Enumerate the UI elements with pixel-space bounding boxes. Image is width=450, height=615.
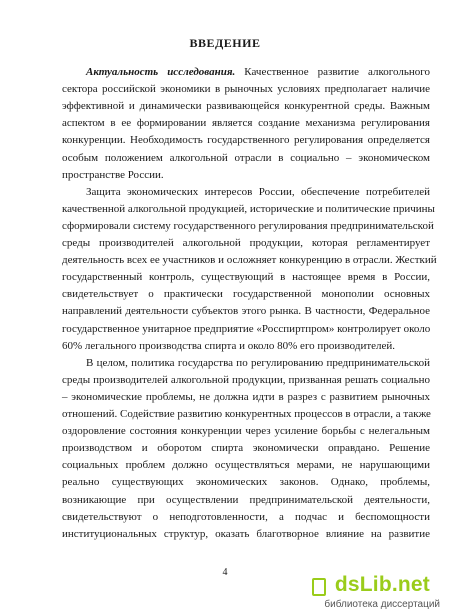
line-text: возникающие при осуществлении предпринимательской деятельности, <box>62 493 430 506</box>
line-text: 60% легального производства спирта и около 80% его производителей. <box>62 339 396 352</box>
text-line <box>62 408 430 421</box>
text-line <box>62 117 430 130</box>
text-line <box>62 152 430 165</box>
line-text: отношений. Содействие развитию конкурентных процессов в отрасли, а также <box>62 408 431 420</box>
line-text: производством и оборотом спирта экономически оправдано. Решение <box>62 442 430 455</box>
line-text: свидетельствуют о неподготовленности, а подчас и беспомощности <box>62 510 430 523</box>
line-text: качественной алкогольной продукцией, исторические и политические причины <box>62 202 435 215</box>
watermark-subtitle: библиотека диссертаций <box>324 599 440 610</box>
text-line <box>86 186 430 199</box>
text-line <box>62 459 430 472</box>
watermark <box>294 571 444 611</box>
text-line <box>62 169 164 182</box>
line-text: пространстве России. <box>62 168 164 181</box>
line-text: деятельность всех ее участников и осложняет конкуренцию в отрасли. Жесткий <box>62 254 437 267</box>
line-text: сектора российской экономики в рыночных условиях предполагает наличие <box>62 83 430 96</box>
text-line <box>62 323 430 336</box>
text-line <box>62 374 430 387</box>
line-text: среды производителей алкогольной продукции, которая регламентирует <box>62 237 430 249</box>
text-line <box>62 83 430 96</box>
book-icon <box>312 578 326 596</box>
line-text: институциональных структур, оказать благотворное влияние на развитие <box>62 527 430 540</box>
text-line <box>62 340 395 353</box>
text-line <box>62 494 430 507</box>
line-text: эффективной и динамически развивающейся конкурентной среды. Важным <box>62 100 430 113</box>
line-text: В целом, политика государства по регулированию предпринимательской <box>86 356 430 369</box>
text-line <box>62 305 430 318</box>
text-line <box>62 391 430 404</box>
line-text: особым положением алкогольной отрасли в социально – экономическом <box>62 151 430 164</box>
line-text: государственное унитарное предприятие «Росспиртпром» контролирует около <box>62 322 431 335</box>
text-line <box>62 134 430 147</box>
text-line <box>62 511 430 524</box>
line-text: направлений деятельности субъектов этого рынка. В частности, Федеральное <box>62 305 430 318</box>
text-line <box>62 271 430 284</box>
emphasis-label: Актуальность исследования. <box>86 66 236 78</box>
text-line <box>86 66 430 79</box>
line-text: Защита экономических интересов России, обеспечение потребителей <box>86 185 430 198</box>
text-line <box>62 442 430 455</box>
line-text: Качественное развитие алкогольного <box>235 66 430 78</box>
line-text: аспектом в ее формировании является создание механизма регулирования <box>62 117 430 130</box>
line-text: государственный контроль, существующий в настоящее время в России, <box>62 271 430 284</box>
text-line <box>62 100 430 113</box>
text-line <box>62 237 430 250</box>
text-line <box>62 528 430 541</box>
line-text: оздоровление состояния конкуренции через усиление борьбы с нелегальным <box>62 425 430 438</box>
line-text: реально существующих экономических законов. Однако, проблемы, <box>62 476 430 489</box>
text-line <box>62 476 430 489</box>
text-line <box>62 288 430 301</box>
text-line <box>62 425 430 438</box>
line-text: конкуренции. Необходимость государственного регулирования определяется <box>62 134 430 147</box>
text-line <box>62 202 435 216</box>
line-text: сформировали систему государственного регулирования предпринимательской <box>62 219 434 232</box>
text-line <box>86 357 430 370</box>
text-line <box>62 219 434 233</box>
line-text: свидетельствует о практически государственной монополии основных <box>62 288 430 301</box>
line-text: – экономические проблемы, не должна идти в разрез с развитием рыночных <box>62 390 430 403</box>
page-title: ВВЕДЕНИЕ <box>189 36 261 50</box>
text-line <box>62 254 437 267</box>
line-text: среды производителей алкогольной продукции, призванная решать социально <box>62 373 430 386</box>
line-text: социальных проблем должно осуществляться мерами, не нарушающими <box>62 459 430 472</box>
watermark-logo: dsLib.net <box>334 573 430 596</box>
page-number: 4 <box>222 567 228 578</box>
